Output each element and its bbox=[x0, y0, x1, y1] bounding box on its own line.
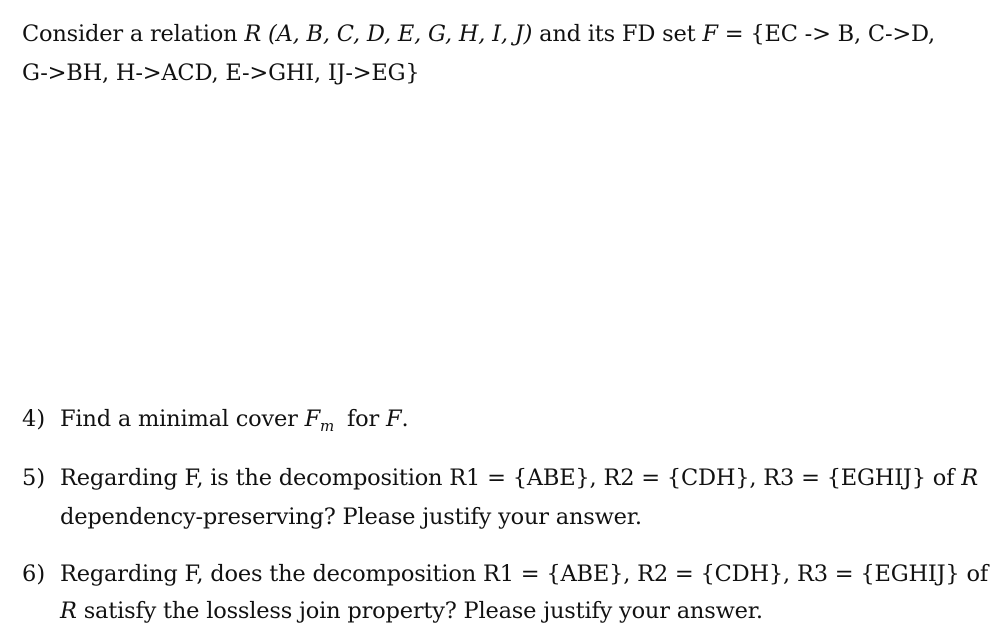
question-4-lead: Find a minimal cover bbox=[60, 406, 298, 432]
question-5-number: 5) bbox=[22, 465, 46, 491]
intro-lead-text: Consider a relation bbox=[22, 21, 238, 47]
fm-symbol-subscript: m bbox=[320, 417, 335, 435]
fd-set-continued: G->BH, H->ACD, E->GHI, IJ->EG} bbox=[22, 60, 420, 86]
question-4-f-symbol: F bbox=[386, 406, 402, 432]
intro-line-1 bbox=[22, 21, 935, 48]
question-6-line-2 bbox=[60, 598, 763, 625]
question-5-r-symbol: R bbox=[961, 465, 978, 491]
question-4-for: for bbox=[347, 406, 380, 432]
relation-name: R bbox=[244, 21, 262, 47]
question-4-text bbox=[60, 406, 408, 433]
intro-line-2 bbox=[22, 60, 420, 87]
question-4-number: 4) bbox=[22, 406, 46, 432]
fd-set-start: = {EC -> B, C->D, bbox=[724, 21, 935, 47]
question-6-r-symbol: R bbox=[60, 598, 77, 624]
fd-set-symbol: F bbox=[702, 21, 718, 47]
fm-symbol-base: F bbox=[304, 406, 321, 432]
question-6-rest: satisfy the lossless join property? Please justify your answer. bbox=[83, 598, 763, 624]
question-5-lead: Regarding F, is the decomposition R1 = {ABE}, R2 = {CDH}, R3 = {EGHIJ} of bbox=[60, 465, 955, 491]
question-5-line-1 bbox=[60, 465, 978, 492]
question-4-period: . bbox=[401, 406, 409, 432]
question-6-line-1: Regarding F, does the decomposition R1 = {ABE}, R2 = {CDH}, R3 = {EGHIJ} of bbox=[60, 561, 988, 587]
question-6-number: 6) bbox=[22, 561, 46, 587]
minimal-cover-symbol bbox=[304, 406, 335, 435]
question-5-line-2: dependency-preserving? Please justify your answer. bbox=[60, 504, 642, 530]
relation-attributes: (A, B, C, D, E, G, H, I, J) bbox=[268, 21, 533, 47]
fd-lead-text: and its FD set bbox=[539, 21, 696, 47]
